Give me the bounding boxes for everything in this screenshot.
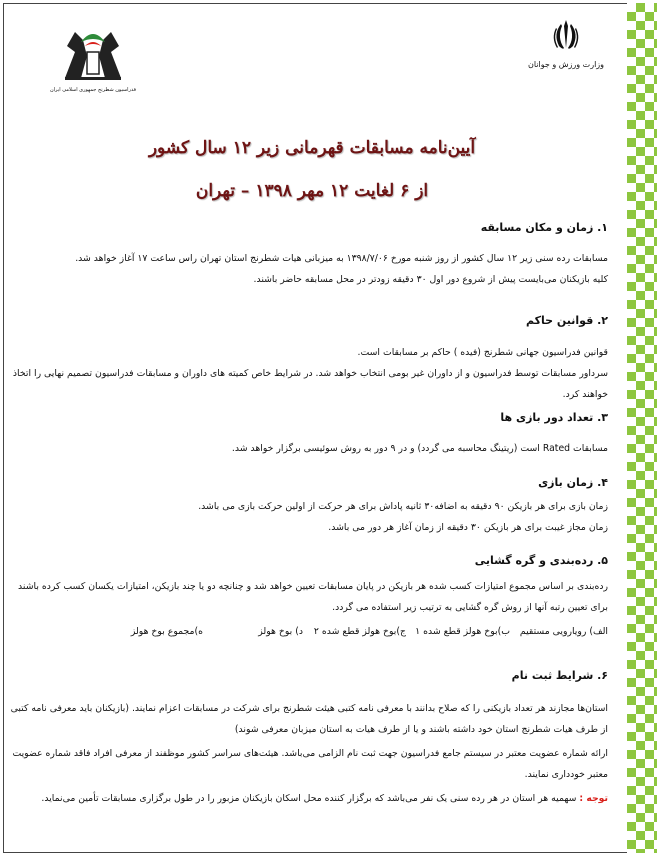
section-paragraph: زمان بازی برای هر بازیکن ۹۰ دقیقه به اضافه۳۰ ثانیه پاداش برای هر حرکت از اولین حرکت بازی می باشد. — [198, 501, 608, 512]
section-heading: ۶. شرایط ثبت نام — [511, 669, 608, 682]
document-page — [8, 8, 616, 848]
tiebreak-item: الف) رویارویی مستقیم — [519, 626, 608, 637]
section-paragraph: استان‌ها مجازند هر تعداد بازیکنی را که صلاح بدانند با معرفی نامه کتبی هیئت شطرنج برای شرکت در مسابقات اعزام نمایند. (بازیکنان باید معرفی نامه کتبی از طرف هیات شطرنج استان خود داشته باشند و یا از طرف هیات به استان میزبان معرفی شوند) — [10, 703, 608, 735]
document-title-line1: آیین‌نامه مسابقات قهرمانی زیر ۱۲ سال کشور — [148, 138, 476, 158]
ministry-logo — [526, 18, 606, 69]
section-paragraph: سرداور مسابقات توسط فدراسیون و از داوران غیر بومی انتخاب خواهد شد. در شرایط خاص کمیته های داوران و مسابقات فدراسیون تصمیم نهایی را اتخاذ خواهند کرد. — [12, 368, 608, 400]
registration-note — [8, 788, 608, 809]
chess-federation-logo — [50, 22, 136, 93]
ministry-caption: وزارت ورزش و جوانان — [527, 60, 605, 69]
iran-emblem-icon — [551, 18, 581, 54]
tiebreak-item: ب)بوخ هولز قطع شده ۱ — [415, 626, 510, 637]
tiebreak-list — [103, 626, 608, 646]
tiebreak-item: ج)بوخ هولز قطع شده ۲ — [313, 626, 406, 637]
document-title-line2: از ۶ لغایت ۱۲ مهر ۱۳۹۸ – تهران — [195, 181, 429, 201]
knight-emblem-icon — [61, 22, 125, 82]
section-heading: ۳. تعداد دور بازی ها — [500, 411, 608, 424]
section-heading: ۱. زمان و مکان مسابقه — [480, 221, 608, 234]
note-text: سهمیه هر استان در هر رده سنی یک نفر می‌باشد که برگزار کننده محل اسکان بازیکنان مزبور را در طول برگزاری مسابقات تأمین می‌نماید. — [41, 793, 577, 804]
section-paragraph: زمان مجاز غیبت برای هر بازیکن ۳۰ دقیقه از زمان آغاز هر دور می باشد. — [328, 522, 608, 533]
section-paragraph: رده‌بندی بر اساس مجموع امتیازات کسب شده هر بازیکن در پایان مسابقات تعیین خواهد شد و چنانچه دو یا چند بازیکن، امتیازات یکسان کسب کرده باشند برای تعیین رتبه آنها از روش گره گشایی به ترتیب زیر استفاده می گردد. — [18, 581, 608, 613]
section-heading: ۵. رده‌بندی و گره گشایی — [474, 554, 608, 567]
note-label: توجه : — [579, 793, 608, 804]
section-paragraph: مسابقات رده سنی زیر ۱۲ سال کشور از روز شنبه مورخ ۱۳۹۸/۷/۰۶ به میزبانی هیات شطرنج استان تهران راس ساعت ۱۷ آغاز خواهد شد. — [75, 253, 608, 264]
federation-caption: فدراسیون شطرنج جمهوری اسلامی ایران — [50, 87, 137, 93]
section-heading: ۴. زمان بازی — [538, 476, 608, 489]
tiebreak-item: ه)مجموع بوخ هولز — [130, 626, 203, 637]
section-paragraph: کلیه بازیکنان می‌بایست پیش از شروع دور اول ۳۰ دقیقه زودتر در محل مسابقه حاضر باشند. — [253, 274, 608, 285]
section-paragraph: مسابقات Rated است (ریتینگ محاسبه می گردد) و در ۹ دور به روش سوئیسی برگزار خواهد شد. — [231, 443, 608, 454]
section-paragraph: قوانین فدراسیون جهانی شطرنج (فیده ) حاکم بر مسابقات است. — [357, 347, 608, 358]
section-paragraph: ارائه شماره عضویت معتبر در سیستم جامع فدراسیون جهت ثبت نام الزامی می‌باشد. هیئت‌های سراسر کشور موظفند از معرفی افراد فاقد شماره عضویت معتبر خودداری نمایند. — [12, 748, 608, 780]
section-heading: ۲. قوانین حاکم — [525, 314, 608, 327]
checkered-border — [627, 3, 657, 853]
tiebreak-item: د) بوخ هولز — [258, 626, 303, 637]
